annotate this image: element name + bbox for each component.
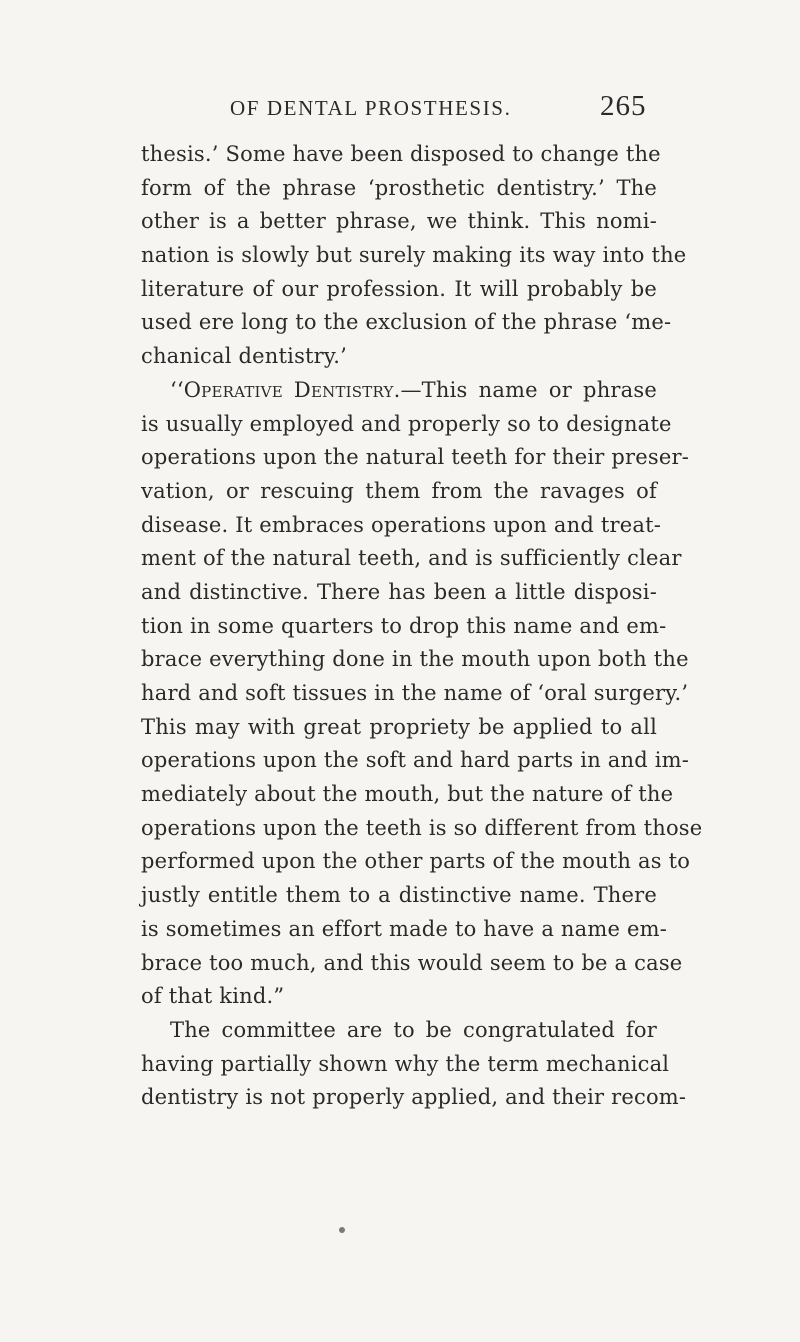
text-line: ment of the natural teeth, and is sufficiently clear [141,546,682,571]
text-line: hard and soft tissues in the name of ‘oral surgery.’ [141,681,689,705]
ink-speck [339,1227,345,1233]
text-line: having partially shown why the term mechanical [141,1051,670,1076]
text-line: This may with great propriety be applied to all [141,714,657,739]
text-line: justly entitle them to a distinctive name. There [141,883,657,908]
text-line: tion in some quarters to drop this name and em- [141,613,667,638]
text-line: operations upon the natural teeth for their preser- [141,445,690,470]
text-line: nation is slowly but surely making its way into the [141,243,687,268]
running-head [0,92,800,132]
text-line: The committee are to be congratulated for [170,1017,657,1042]
text-line: disease. It embraces operations upon and treat- [141,512,662,537]
text-line: performed upon the other parts of the mouth as to [141,849,691,874]
text-line: of that kind.” [141,984,285,1009]
text-line: dentistry is not properly applied, and their recom- [141,1085,687,1110]
text-line: thesis.’ Some have been disposed to change the [141,142,661,166]
heading-continuation: —This name or phrase [400,377,657,402]
text-line: other is a better phrase, we think. This nomi- [141,209,657,234]
text-line: brace too much, and this would seem to be a case [141,950,683,975]
text-line: used ere long to the exclusion of the phrase ‘me- [141,310,672,335]
text-line: chanical dentistry.’ [141,344,347,369]
text-line: form of the phrase ‘prosthetic dentistry.’ The [141,175,657,200]
text-line: operations upon the soft and hard parts in and im- [141,748,690,773]
text-line: is usually employed and properly so to designate [141,411,672,436]
text-line: literature of our profession. It will probably be [141,276,657,301]
text-line: operations upon the teeth is so different from those [141,815,703,840]
text-line: mediately about the mouth, but the nature of the [141,782,674,807]
text-line: and distinctive. There has been a little disposi- [141,579,657,604]
page-number: 265 [600,90,647,122]
body-text [141,138,703,1115]
running-head-title: OF DENTAL PROSTHESIS. [230,96,512,120]
section-heading: Operative Dentistry. [183,377,401,402]
open-quote: ‘‘ [170,377,184,402]
text-line: vation, or rescuing them from the ravages of [141,478,657,503]
text-line: brace everything done in the mouth upon both the [141,647,689,672]
text-line: is sometimes an effort made to have a name em- [141,916,668,941]
operative-dentistry-line [141,374,657,408]
